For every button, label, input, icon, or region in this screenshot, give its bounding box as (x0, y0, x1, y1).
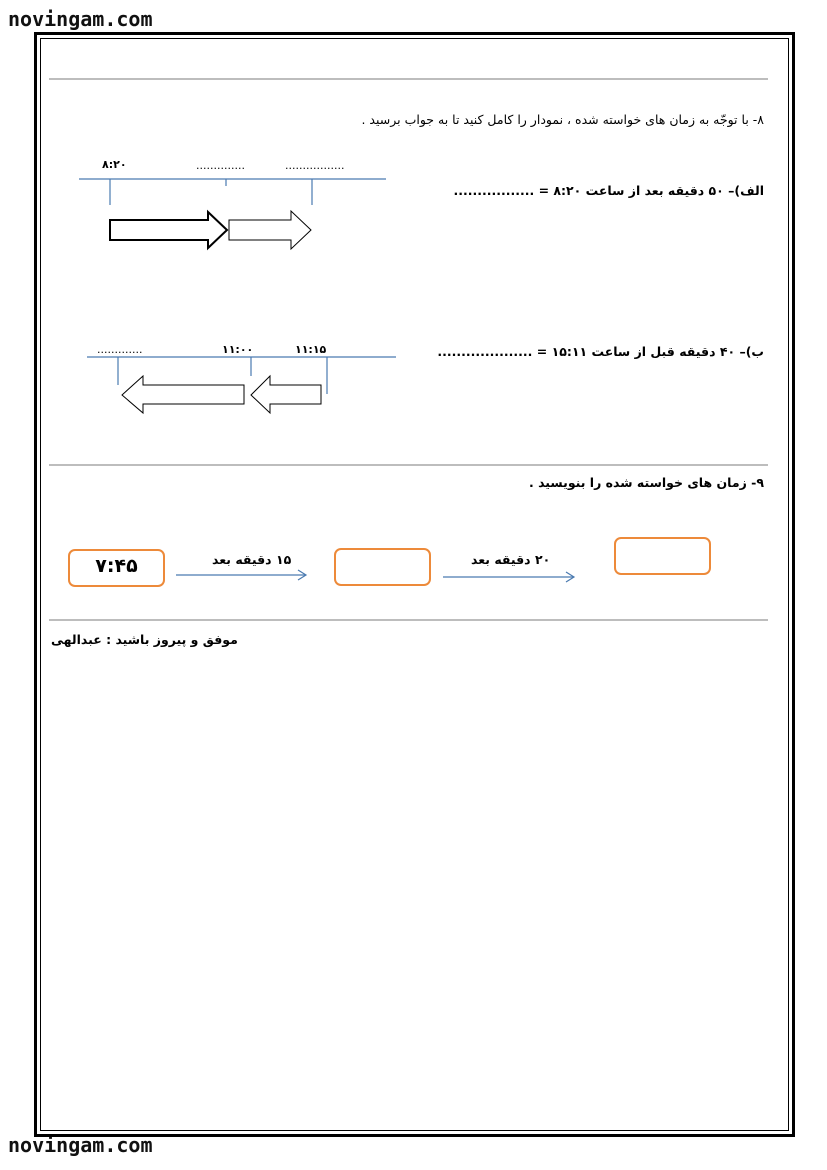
timeline-a-blank-1: .............. (196, 159, 245, 172)
arrow-left-2 (251, 376, 321, 413)
timeline-a-start-label: ۸:۲۰ (102, 158, 127, 171)
question-8a-text: الف)– ۵۰ دقیقه بعد از ساعت ۸:۲۰ = ................. (453, 183, 764, 198)
question-8b-text: ب)– ۴۰ دقیقه قبل از ساعت ۱۵:۱۱ = .................... (437, 344, 764, 359)
arrow-step-2 (443, 572, 574, 582)
arrow-step-1 (176, 570, 306, 580)
arrow-left-1 (122, 376, 244, 413)
timeline-b-label-1: ۱۱:۰۰ (222, 343, 254, 356)
step-2-label: ۲۰ دقیقه بعد (471, 552, 551, 567)
answer-box-1[interactable] (334, 548, 431, 586)
watermark-bottom: novingam.com (8, 1133, 153, 1157)
arrow-right-2 (229, 211, 311, 249)
question-9-title: ۹- زمان های خواسته شده را بنویسید . (528, 475, 764, 490)
start-time-value: ۷:۴۵ (95, 555, 138, 577)
timeline-a-blank-2: ................. (285, 159, 345, 172)
start-time-box (68, 549, 165, 587)
timeline-b-label-2: ۱۱:۱۵ (295, 343, 327, 356)
answer-box-2[interactable] (614, 537, 711, 575)
step-1-label: ۱۵ دقیقه بعد (212, 552, 292, 567)
timeline-a (79, 179, 386, 205)
arrow-right-1 (110, 212, 227, 248)
timeline-b-blank: ............. (97, 343, 143, 356)
watermark-top: novingam.com (8, 7, 153, 31)
footer-text: موفق و پیروز باشید : عبدالهی (51, 632, 238, 647)
question-8-title: ۸- با توجّه به زمان های خواسته شده ، نمودار را کامل کنید تا به جواب برسید . (361, 112, 764, 127)
